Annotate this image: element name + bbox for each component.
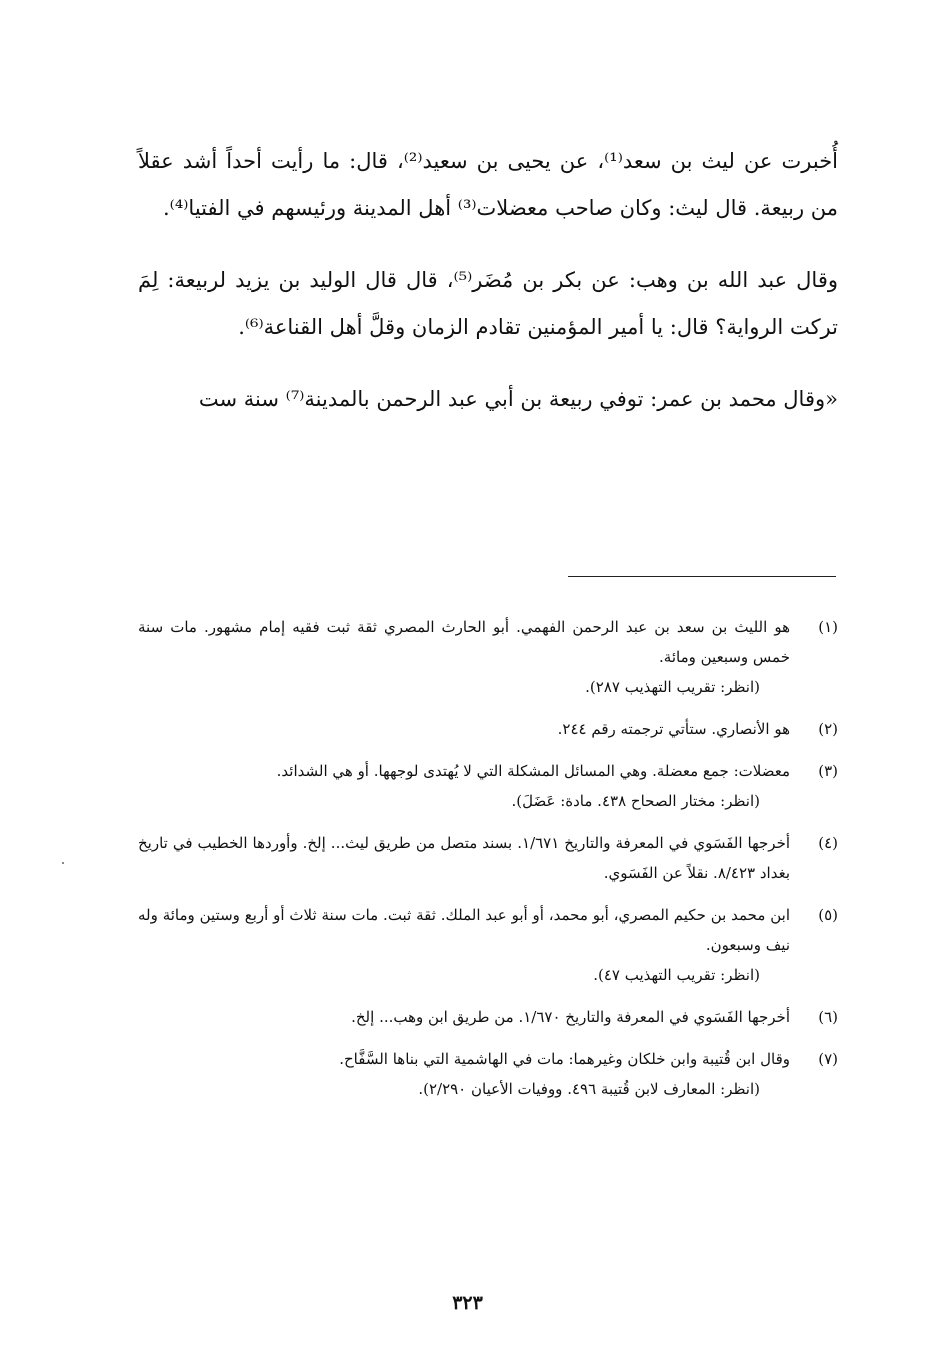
footnote-number: (٣)	[818, 762, 838, 780]
footnote-text: هو الليث بن سعد بن عبد الرحمن الفهمي. أبو الحارث المصري ثقة ثبت فقيه إمام مشهور. مات سنة خمس وسبعين ومائة.	[138, 618, 790, 666]
margin-dot	[62, 862, 64, 864]
footnote-separator	[568, 576, 836, 577]
footnote-text: ابن محمد بن حكيم المصري، أبو محمد، أو أبو عبد الملك. ثقة ثبت. مات سنة ثلاث أو أربع وستين ومائة وله نيف وسبعون.	[138, 906, 790, 954]
main-text	[138, 138, 838, 423]
footnote-7	[138, 1044, 838, 1104]
footnote-text: وقال ابن قُتيبة وابن خلكان وغيرهما: مات في الهاشمية التي بناها السَّفَّاح.	[339, 1050, 790, 1068]
footnote-1	[138, 612, 838, 702]
footnote-number: (٦)	[818, 1008, 838, 1026]
footnote-text: أخرجها الفَسَوي في المعرفة والتاريخ ١/٦٧١. بسند متصل من طريق ليث... إلخ. وأوردها الخطيب في تاريخ بغداد ٨/٤٢٣. نقلاً عن الفَسَوي.	[138, 834, 791, 882]
footnote-text: هو الأنصاري. ستأتي ترجمته رقم ٢٤٤.	[557, 720, 790, 738]
footnote-6	[138, 1002, 838, 1032]
paragraph-1: أُخبرت عن ليث بن سعد⁽¹⁾، عن يحيى بن سعيد⁽²⁾، قال: ما رأيت أحداً أشد عقلاً من ربيعة. قال ليث: وكان صاحب معضلات⁽³⁾ أهل المدينة ورئيسهم في الفتيا⁽⁴⁾.	[138, 149, 839, 220]
paragraph-3: «وقال محمد بن عمر: توفي ربيعة بن أبي عبد الرحمن بالمدينة⁽⁷⁾ سنة ست	[198, 387, 838, 411]
footnote-2	[138, 714, 838, 744]
footnote-number: (١)	[818, 618, 838, 636]
footnote-source: (انظر: تقريب التهذيب ٢٨٧).	[585, 678, 760, 696]
footnote-3	[138, 756, 838, 816]
footnote-source: (انظر: المعارف لابن قُتيبة ٤٩٦. ووفيات الأعيان ٢/٢٩٠).	[418, 1080, 760, 1098]
footnote-text: معضلات: جمع معضلة. وهي المسائل المشكلة التي لا يُهتدى لوجهها. أو هي الشدائد.	[276, 762, 790, 780]
footnotes	[138, 612, 838, 1116]
footnote-4	[138, 828, 838, 888]
paragraph-2: وقال عبد الله بن وهب: عن بكر بن مُضَر⁽⁵⁾، قال قال الوليد بن يزيد لربيعة: لِمَ تركت الرواية؟ قال: يا أمير المؤمنين تقادم الزمان وقلَّ أهل القناعة⁽⁶⁾.	[138, 268, 838, 339]
footnote-number: (٧)	[818, 1050, 838, 1068]
footnote-5	[138, 900, 838, 990]
page-number: ٣٢٣	[452, 1292, 483, 1314]
footnote-number: (٤)	[818, 834, 838, 852]
footnote-text: أخرجها الفَسَوي في المعرفة والتاريخ ١/٦٧٠. من طريق ابن وهب... إلخ.	[351, 1008, 790, 1026]
footnote-source: (انظر: مختار الصحاح ٤٣٨. مادة: عَضَلَ).	[511, 792, 760, 810]
footnote-source: (انظر: تقريب التهذيب ٤٧).	[593, 966, 760, 984]
footnote-number: (٢)	[818, 720, 838, 738]
footnote-number: (٥)	[818, 906, 838, 924]
